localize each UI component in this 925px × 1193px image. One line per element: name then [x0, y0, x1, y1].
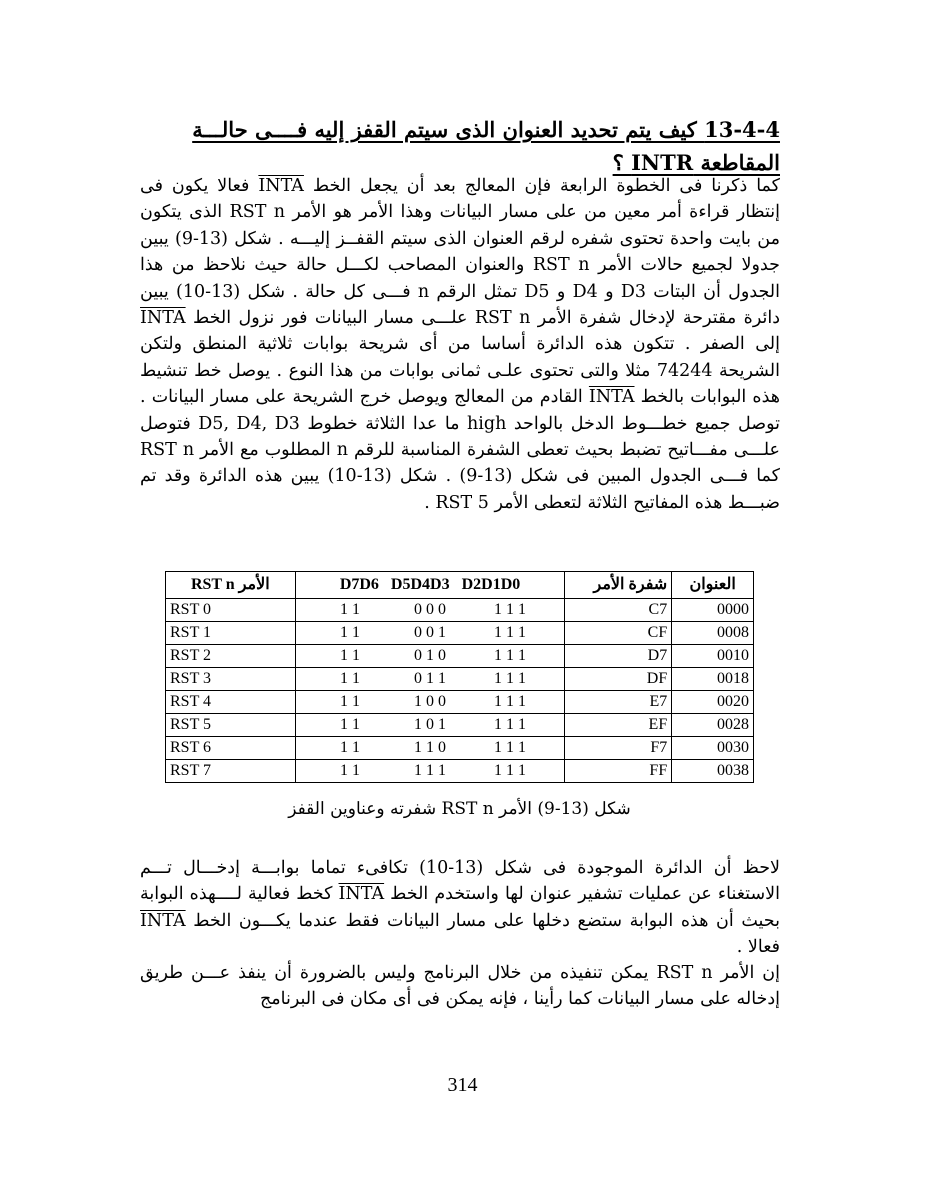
- paragraph-3: إن الأمر RST n يمكن تنفيذه من خلال البرنامج وليس بالضرورة أن ينفذ عـــن طريق إدخاله على مسار البيانات كما رأينا ، فإنه يمكن فى أى مكان فى البرنامج: [140, 963, 781, 1010]
- cell-bits: [295, 691, 565, 714]
- cell-address: 0018: [672, 668, 754, 691]
- inta-overline-1: INTA: [258, 176, 304, 196]
- cell-code: D7: [565, 645, 672, 668]
- cell-address: 0020: [672, 691, 754, 714]
- table-row: [166, 714, 754, 737]
- cell-code: E7: [565, 691, 672, 714]
- table-row: [166, 737, 754, 760]
- bit-group: 0 1 1: [414, 670, 447, 687]
- page-number: 314: [447, 1074, 478, 1096]
- bit-group: 1 1: [340, 624, 361, 641]
- paragraph-1-text-1: كما ذكرنا فى الخطوة الرابعة فإن المعالج بعد أن يجعل الخط: [312, 176, 780, 196]
- bit-group: 1 1: [340, 647, 361, 664]
- cell-command: RST 5: [166, 714, 296, 737]
- cell-command: RST 3: [166, 668, 296, 691]
- bit-group: 1 0 1: [414, 716, 447, 733]
- paragraph-1-text-4: القادم من المعالج ويوصل خرج الشريحة على مسار البيانات . توصل جميع خطـــوط الدخل بالواحد high ما عدا الثلاثة خطوط D5, D4, D3 فتوصل علـــى مفـــاتيح تضبط بحيث تعطى الشفرة المناسبة للرقم n المطلوب مع الأمر RST n كما فـــى الجدول المبين فى شكل (13-9) . شكل (13-10) يبين هذه الدائرة وقد تم ضبـــط هذه المفاتيح الثلاثة لتعطى الأمر RST 5 .: [140, 387, 780, 513]
- paragraph-1-text-3: إلى الصفر . تتكون هذه الدائرة أساسا من أى شريحة بوابات ثلاثية المنطق ولتكن الشريحة 74244 مثلا والتى تحتوى علـى ثمانى بوابات من هذا النوع . يوصل خط تنشيط هذه البوابات بالخط: [140, 334, 780, 408]
- cell-address: 0028: [672, 714, 754, 737]
- bit-group: 0 1 0: [414, 647, 447, 664]
- cell-bits: [295, 599, 565, 622]
- bit-group: 1 1 1: [494, 601, 527, 618]
- cell-address: 0010: [672, 645, 754, 668]
- cell-command: RST 6: [166, 737, 296, 760]
- bit-group: 1 1: [340, 739, 361, 756]
- header-bits: D7D6 D5D4D3 D2D1D0: [295, 572, 565, 599]
- bit-group: 1 1: [340, 762, 361, 779]
- bit-group: 0 0 0: [414, 601, 447, 618]
- paragraph-1: [140, 173, 780, 516]
- rst-table: [165, 571, 754, 783]
- cell-command: RST 0: [166, 599, 296, 622]
- cell-code: FF: [565, 760, 672, 783]
- bit-group: 0 0 1: [414, 624, 447, 641]
- cell-code: DF: [565, 668, 672, 691]
- header-command: الأمر RST n: [166, 572, 296, 599]
- cell-address: 0030: [672, 737, 754, 760]
- bit-group: 1 1 1: [494, 716, 527, 733]
- section-heading: [140, 113, 780, 179]
- table-row: [166, 599, 754, 622]
- cell-code: C7: [565, 599, 672, 622]
- inta-overline-4: INTA: [338, 884, 385, 905]
- table-body: [166, 599, 754, 783]
- paragraph-1-text-2: فعالا يكون فى إنتظار قراءة أمر معين من على مسار البيانات وهذا الأمر هو الأمر RST n الذى يتكون من بايت واحدة تحتوى شفره لرقم العنوان الذى سيتم القفــز إليـــه . شكل (13-9) يبين جدولا لجميع حالات الأمر RST n والعنوان المصاحب لكـــل حالة حيث نلاحظ من هذا الجدول أن البتات D3 و D4 و D5 تمثل الرقم n فـــى كل حالة . شكل (13-10) يبين دائرة مقترحة لإدخال شفرة الأمر RST n علـــى مسار البيانات فور نزول الخط: [140, 176, 781, 329]
- cell-code: CF: [565, 622, 672, 645]
- cell-command: RST 4: [166, 691, 296, 714]
- bit-group: 1 1: [340, 693, 361, 710]
- bit-group: 1 1 1: [494, 762, 527, 779]
- cell-address: 0000: [672, 599, 754, 622]
- inta-overline-2: INTA: [140, 308, 186, 329]
- bit-group: 1 0 0: [414, 693, 447, 710]
- paragraph-2: [140, 855, 780, 961]
- table-row: [166, 668, 754, 691]
- cell-bits: [295, 714, 565, 737]
- cell-bits: [295, 760, 565, 783]
- cell-bits: [295, 737, 565, 760]
- cell-address: 0038: [672, 760, 754, 783]
- bit-group: 1 1 0: [414, 739, 447, 756]
- table-row: [166, 622, 754, 645]
- cell-bits: [295, 645, 565, 668]
- cell-bits: [295, 622, 565, 645]
- table-header-row: [166, 572, 754, 599]
- bit-group: 1 1 1: [494, 670, 527, 687]
- table-row: [166, 645, 754, 668]
- paragraph-2-text-3: فعالا .: [736, 937, 780, 958]
- table-row: [166, 760, 754, 783]
- paragraph-2-text-1: لاحظ أن الدائرة الموجودة فى شكل (13-10) تكافىء تماما بوابـــة إدخـــال تـــم الاستغناء عن عمليات تشفير عنوان لها واستخدم الخط: [140, 858, 781, 905]
- cell-command: RST 2: [166, 645, 296, 668]
- cell-address: 0008: [672, 622, 754, 645]
- bit-group: 1 1 1: [494, 739, 527, 756]
- header-code: شفرة الأمر: [565, 572, 672, 599]
- cell-bits: [295, 668, 565, 691]
- bit-group: 1 1 1: [414, 762, 447, 779]
- bit-group: 1 1 1: [494, 647, 527, 664]
- bit-group: 1 1 1: [494, 693, 527, 710]
- bit-group: 1 1 1: [494, 624, 527, 641]
- cell-command: RST 1: [166, 622, 296, 645]
- bit-group: 1 1: [340, 601, 361, 618]
- figure-caption: شكل (13-9) الأمر RST n شفرته وعناوين القفز: [288, 799, 631, 819]
- heading-line-2: المقاطعة INTR ؟: [612, 150, 780, 175]
- inta-overline-3: INTA: [588, 387, 635, 408]
- cell-command: RST 7: [166, 760, 296, 783]
- heading-line-1: 13-4-4 كيف يتم تحديد العنوان الذى سيتم القفز إليه فــــى حالـــة: [192, 117, 780, 142]
- bit-group: 1 1: [340, 716, 361, 733]
- cell-code: F7: [565, 737, 672, 760]
- table-row: [166, 691, 754, 714]
- cell-code: EF: [565, 714, 672, 737]
- inta-overline-5: INTA: [140, 910, 186, 931]
- bit-group: 1 1: [340, 670, 361, 687]
- paragraph-2-text-2: كخط فعالية لــــهذه البوابة بحيث أن هذه البوابة ستضع دخلها على مسار البيانات فقط عندما يكـــون الخط: [140, 884, 780, 931]
- header-address: العنوان: [672, 572, 754, 599]
